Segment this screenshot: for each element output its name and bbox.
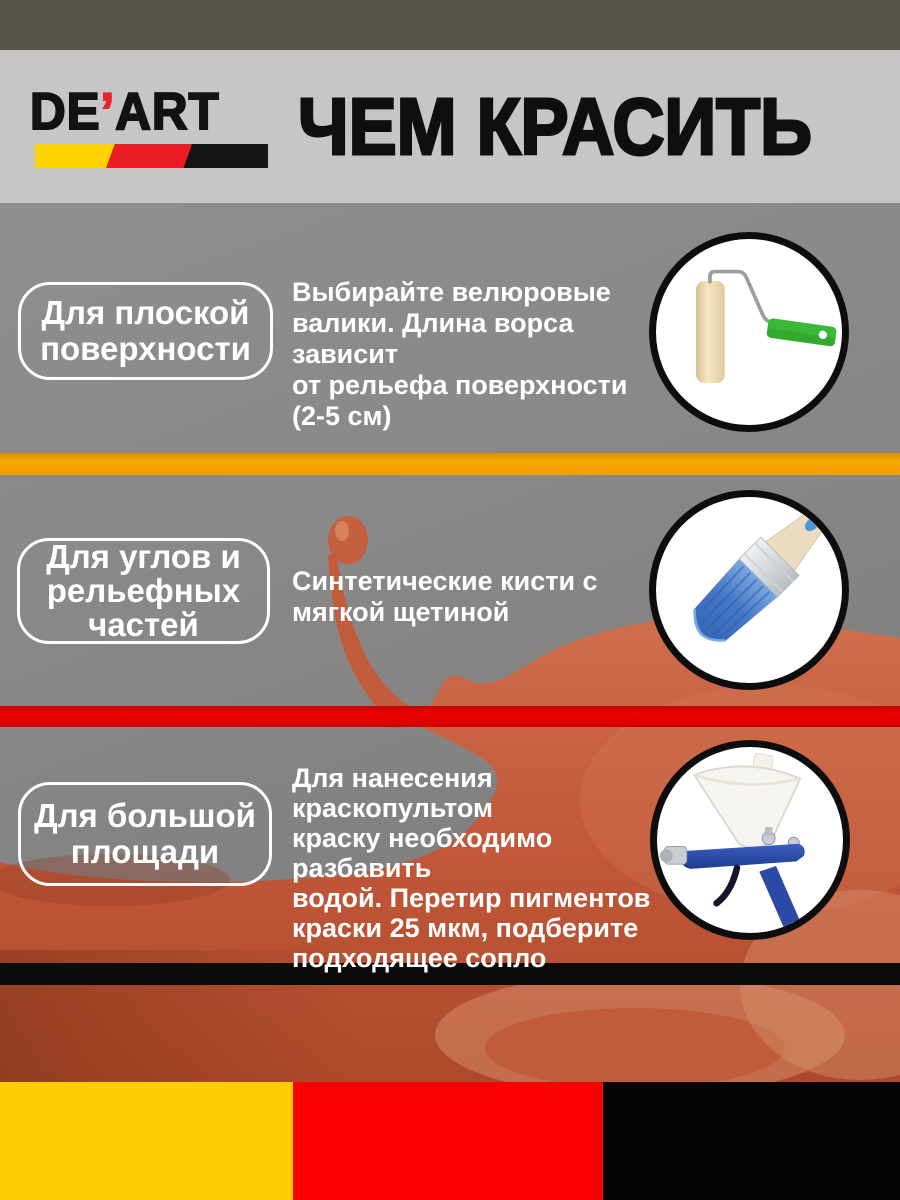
section-text-flat-surface xyxy=(292,277,652,432)
section-label-corners xyxy=(17,538,270,644)
text-line: Для нанесения краскопультом xyxy=(292,763,494,823)
text-line: водой. Перетир пигментов xyxy=(292,883,651,913)
text-line: Синтетические кисти с xyxy=(292,566,598,596)
logo-color-bar xyxy=(35,144,268,168)
text-line: мягкой щетиной xyxy=(292,597,510,627)
text-line: (2-5 см) xyxy=(292,401,392,431)
label-line: частей xyxy=(88,606,199,643)
footer-block-yellow xyxy=(0,1082,293,1200)
label-line: площади xyxy=(70,833,220,870)
logo-prefix: DE xyxy=(30,83,101,141)
footer-block-black xyxy=(603,1082,900,1200)
text-line: от рельефа поверхности xyxy=(292,370,628,400)
paint-brush-icon xyxy=(649,490,849,690)
section-label-flat-surface xyxy=(18,282,273,380)
section-text-corners xyxy=(292,566,652,628)
text-line: Выбирайте велюровые xyxy=(292,277,611,307)
section-label-large-area xyxy=(18,782,272,886)
text-line: краски 25 мкм, подберите xyxy=(292,913,639,943)
label-line: Для углов и xyxy=(46,538,241,575)
text-line: подходящее сопло xyxy=(292,943,547,973)
text-line: краску необходимо разбавить xyxy=(292,823,553,883)
page-title: ЧЕМ КРАСИТЬ xyxy=(298,82,812,171)
divider-stripe-amber xyxy=(0,453,900,475)
label-line: поверхности xyxy=(40,330,251,367)
logo-suffix: ART xyxy=(115,83,220,141)
logo-apostrophe: ’ xyxy=(100,83,116,141)
label-line: Для плоской xyxy=(41,294,250,331)
footer-block-red xyxy=(293,1082,603,1200)
spray-gun-icon xyxy=(650,740,850,940)
divider-stripe-red xyxy=(0,706,900,727)
section-text-large-area xyxy=(292,763,662,973)
text-line: валики. Длина ворса зависит xyxy=(292,308,574,369)
label-line: рельефных xyxy=(46,572,241,609)
label-line: Для большой xyxy=(34,797,256,834)
brand-logo xyxy=(30,82,220,142)
paint-roller-icon xyxy=(649,232,849,432)
